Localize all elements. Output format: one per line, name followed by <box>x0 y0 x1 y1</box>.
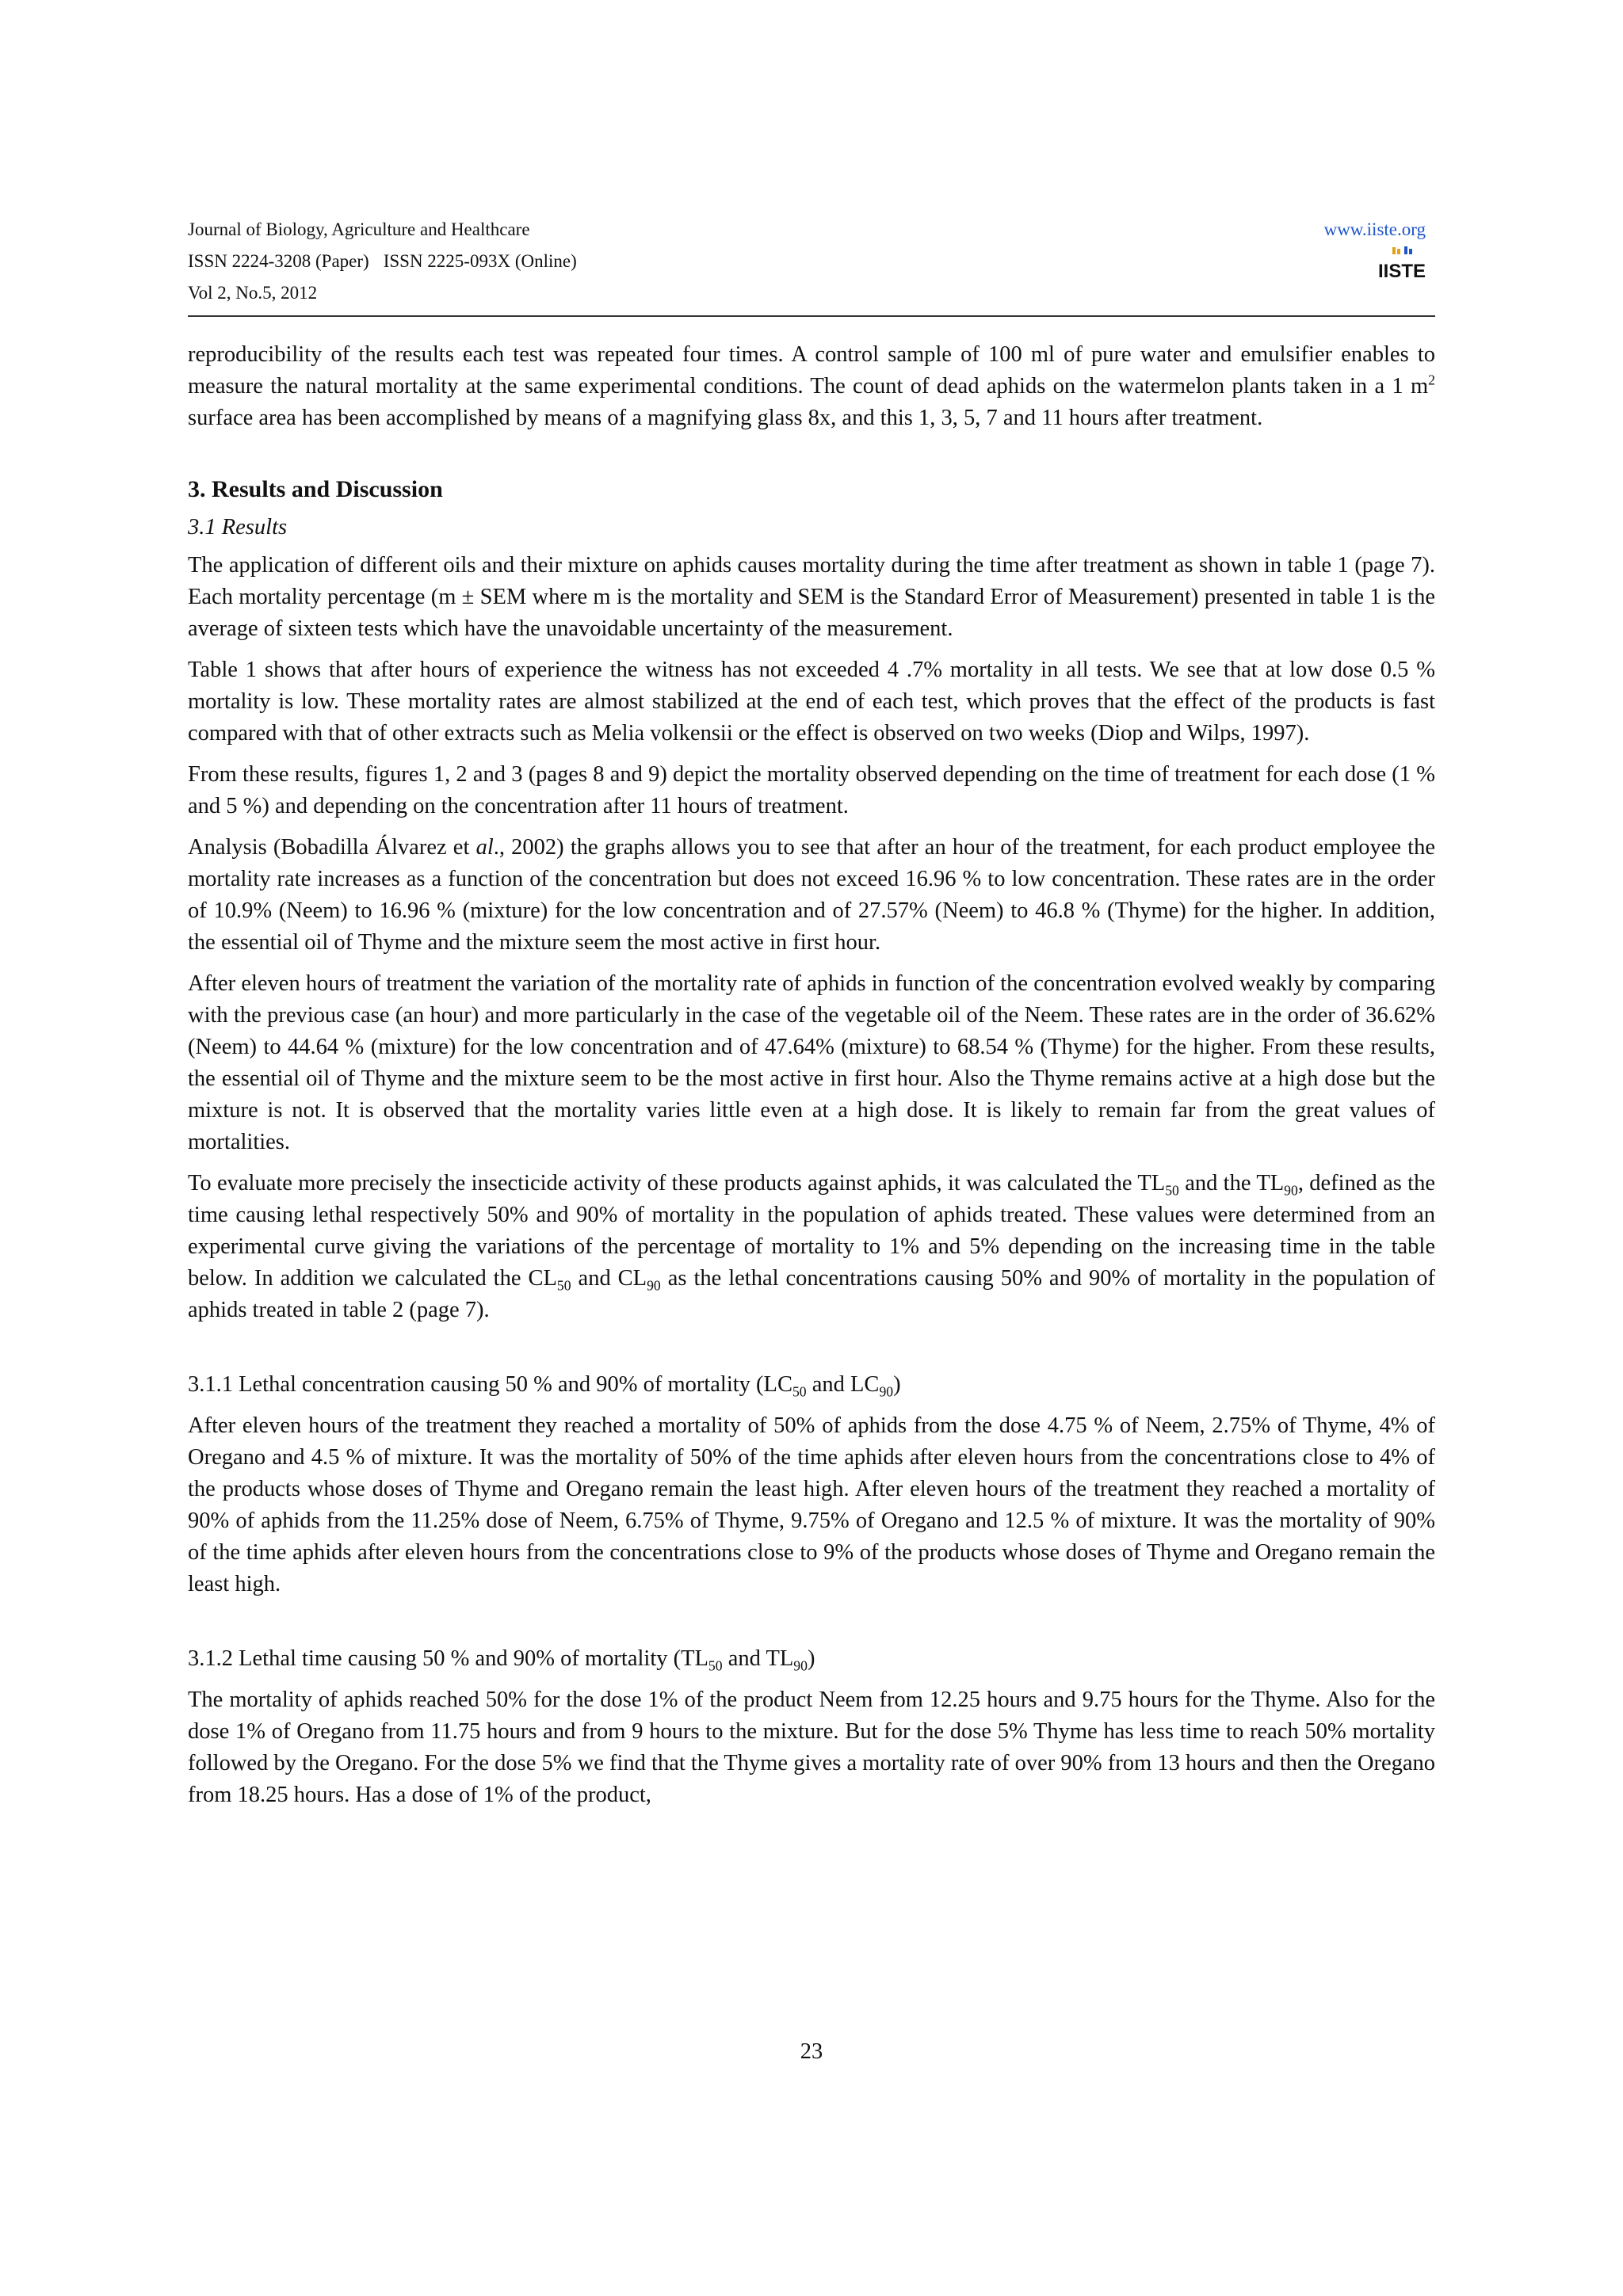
journal-info <box>188 214 577 309</box>
issn-line <box>188 246 577 277</box>
journal-title: Journal of Biology, Agriculture and Healthcare <box>188 219 530 239</box>
issn-online: ISSN 2225-093X (Online) <box>383 251 577 271</box>
heading-3-1-1: 3.1.1 Lethal concentration causing 50 % and 90% of mortality ($LC_{50}$ and $LC_{90}$) <box>188 1372 901 1400</box>
paragraph-1: The application of different oils and their mixture on aphids causes mortality during the time after treatment as shown in table 1 (page 7). Each mortality percentage (m ± SEM where m is the mortality and SEM is the Standard Error of Measurement) presented in table 1 is the average of sixteen tests which have the unavoidable uncertainty of the measurement. <box>188 553 1435 641</box>
section-heading: 3. Results and Discussion <box>188 476 443 502</box>
header-divider <box>188 315 1435 317</box>
paragraph-5: After eleven hours of treatment the variation of the mortality rate of aphids in function of the concentration evolved weakly by comparing with the previous case (an hour) and more particularly in the case of the vegetable oil of the Neem. These rates are in the order of 36.62% (Neem) to 44.64 % (mixture) for the low concentration and of 47.64% (mixture) to 68.54 % (Thyme) for the higher. From these results, the essential oil of Thyme and the mixture seem to be the most active in first hour. Also the Thyme remains active at a high dose but the mixture is not. It is observed that the mortality varies little even at a high dose. It is likely to remain far from the great values of mortalities. <box>188 971 1435 1154</box>
volume-info: Vol 2, No.5, 2012 <box>188 283 318 303</box>
paragraph-8: The mortality of aphids reached 50% for the dose 1% of the product Neem from 12.25 hours and 9.75 hours for the Thyme. Also for the dose 1% of Oregano from 11.75 hours and from 9 hours to the mixture. But for the dose 5% Thyme has less time to reach 50% mortality followed by the Oregano. For the dose 5% we find that the Thyme gives a mortality rate of over 90% from 13 hours and then the Oregano from 18.25 hours. Has a dose of 1% of the product, <box>188 1688 1435 1807</box>
iiste-logo <box>1378 246 1426 280</box>
heading-3-1-2: 3.1.2 Lethal time causing 50 % and 90% of mortality ($TL_{50}$ and $TL_{90}$) <box>188 1646 815 1674</box>
page-number: 23 <box>800 2039 823 2064</box>
issn-paper: ISSN 2224-3208 (Paper) <box>188 251 369 271</box>
website-link[interactable]: www.iiste.org <box>1323 219 1426 239</box>
paragraph-3: From these results, figures 1, 2 and 3 (pages 8 and 9) depict the mortality observed depending on the time of treatment for each dose (1 % and 5 %) and depending on the concentration after 11 hours of treatment. <box>188 762 1435 818</box>
subsection-heading: 3.1 Results <box>188 515 288 540</box>
paragraph-2: Table 1 shows that after hours of experience the witness has not exceeded 4 .7% mortality in all tests. We see that at low dose 0.5 % mortality is low. These mortality rates are almost stabilized at the end of each test, which proves that the effect of the products is fast compared with that of other extracts such as Melia volkensii or the effect is observed on two weeks (Diop and Wilps, 1997). <box>188 658 1435 746</box>
paragraph-4: Analysis (Bobadilla Álvarez et al., 2002) the graphs allows you to see that after an hour of the treatment, for each product employee the mortality rate increases as a function of the concentration but does not exceed 16.96 % to low concentration. These rates are in the order of 10.9% (Neem) to 16.96 % (mixture) for the low concentration and of 27.57% (Neem) to 46.8 % (Thyme) for the higher. In addition, the essential oil of Thyme and the mixture seem the most active in first hour. <box>188 835 1435 955</box>
paragraph-6: To evaluate more precisely the insecticide activity of these products against aphids, it was calculated the $TL_{50}$ and the $TL_{90}$, defined as the time causing lethal respectively 50% and 90% of mortality in the population of aphids treated. These values were determined from an experimental curve giving the variations of the percentage of mortality to 1% and 5% depending on the increasing time in the table below. In addition we calculated the $CL_{50}$ and $CL_{90}$ as the lethal concentrations causing 50% and 90% of mortality in the population of aphids treated in table 2 (page 7). <box>188 1171 1436 1322</box>
paragraph-intro: reproducibility of the results each test was repeated four times. A control sample of 100 ml of pure water and emulsifier enables to measure the natural mortality at the same experimental conditions. The count of dead aphids on the watermelon plants taken in a 1 $m^2$ surface area has been accomplished by means of a magnifying glass 8x, and this 1, 3, 5, 7 and 11 hours after treatment. <box>188 342 1435 430</box>
svg-text:IISTE: IISTE <box>1378 261 1426 280</box>
paragraph-7: After eleven hours of the treatment they reached a mortality of 50% of aphids from the dose 4.75 % of Neem, 2.75% of Thyme, 4% of Oregano and 4.5 % of mixture. It was the mortality of 50% of the time aphids after eleven hours from the concentrations close to 4% of the products whose doses of Thyme and Oregano remain the least high. After eleven hours of the treatment they reached a mortality of 90% of aphids from the 11.25% dose of Neem, 6.75% of Thyme, 9.75% of Oregano and 12.5 % of mixture. It was the mortality of 90% of the time aphids after eleven hours from the concentrations close to 9% of the products whose doses of Thyme and Oregano remain the least high. <box>188 1413 1435 1596</box>
article-body <box>188 339 1435 1811</box>
running-header <box>188 214 1435 317</box>
